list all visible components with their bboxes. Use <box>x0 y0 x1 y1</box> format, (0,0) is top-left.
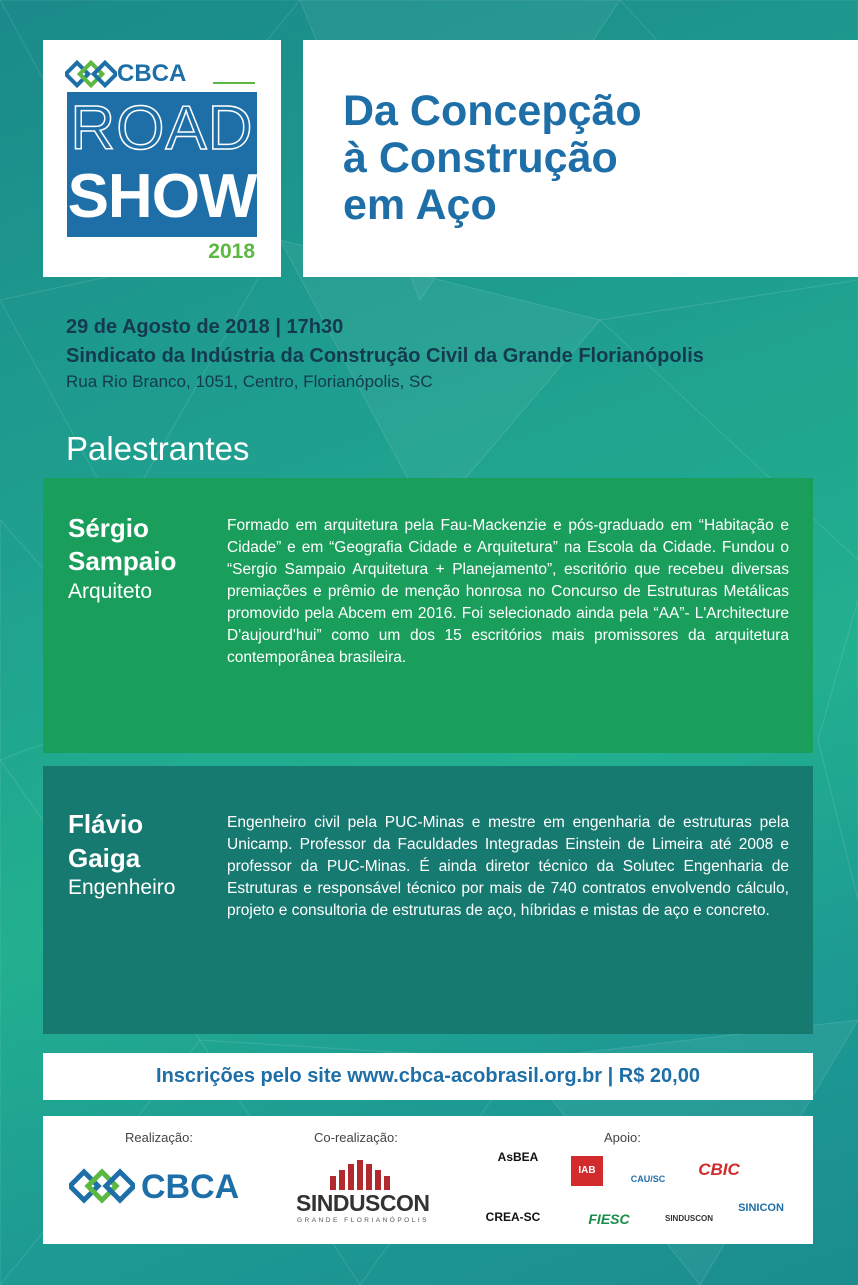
logo-brand: CBCA <box>117 60 187 87</box>
speaker-last-name: Gaiga <box>68 843 141 873</box>
title-box <box>303 40 858 277</box>
speaker-bio: Formado em arquitetura pela Fau-Mackenzie e pós-graduado em “Habitação e Cidade” e em “Geografia Cidade e Arquitetura” na Escola da Cidade. Fundou o “Sergio Sampaio Arquitetura + Planejamento”, escritório que recebeu diversas premiações e prêmio de menção honrosa no Concurso de Estruturas Metálicas promovido pela Abcem em 2016. Foi selecionado ainda pela “AA”- L'Architecture D'aujourd'hui” como um dos 15 escritórios mais promissores da arquitetura contemporânea brasileira. <box>227 517 789 666</box>
iab-logo: IAB SC <box>571 1156 603 1186</box>
speaker-first-name: Sérgio <box>68 513 149 543</box>
registration-text: Inscrições pelo site www.cbca-acobrasil.org.br | R$ 20,00 <box>156 1065 700 1087</box>
sinicon-logo: SINICON <box>738 1202 784 1214</box>
crea-logo: CREA-SC <box>485 1210 541 1224</box>
sinduscon-small-logo: SINDUSCON <box>664 1214 713 1223</box>
logo-road-show-block <box>67 92 257 237</box>
corealizacao-label: Co-realização: <box>314 1130 398 1145</box>
speaker-first-name: Flávio <box>68 809 144 839</box>
roadshow-logo <box>43 40 281 277</box>
fiesc-logo: FIESC <box>588 1211 630 1227</box>
sponsors-panel <box>43 1116 813 1244</box>
title-line-3: em Aço <box>343 181 497 229</box>
realizacao-label: Realização: <box>125 1130 193 1145</box>
speaker-card-2 <box>43 766 813 1034</box>
event-date: 29 de Agosto de 2018 | 17h30 <box>66 316 344 338</box>
cbca-chain-icon <box>69 1168 135 1204</box>
logo-year: 2018 <box>208 240 255 263</box>
title-line-2: à Construção <box>343 134 618 182</box>
speakers-heading: Palestrantes <box>66 430 250 467</box>
event-address: Rua Rio Branco, 1051, Centro, Florianópolis, SC <box>66 372 433 391</box>
logo-underline <box>213 82 255 84</box>
cbca-logo-text: CBCA <box>141 1168 240 1206</box>
sinduscon-logo-text: SINDUSCON <box>296 1190 430 1216</box>
asbea-logo: AsBEA <box>497 1150 539 1164</box>
sinduscon-building-icon <box>326 1160 396 1190</box>
registration-banner <box>43 1053 813 1100</box>
sinduscon-logo-sub: GRANDE FLORIANÓPOLIS <box>297 1217 429 1224</box>
speaker-card-1 <box>43 478 813 753</box>
apoio-label: Apoio: <box>604 1130 641 1145</box>
cau-logo: CAU/SC <box>630 1174 666 1184</box>
logo-show: SHOW <box>67 162 257 231</box>
cbic-logo: CBIC <box>698 1160 740 1179</box>
speaker-role: Engenheiro <box>68 876 176 899</box>
speaker-role: Arquiteto <box>68 580 153 603</box>
speaker-bio: Engenheiro civil pela PUC-Minas e mestre em engenharia de estruturas pela Unicamp. Professor da Faculdades Integradas Einstein de Limeira até 2008 e professor da PUC-Minas. É ainda diretor técnico da Solutec Engenharia de Estruturas e responsável técnico por mais de 740 contratos envolvendo cálculo, projeto e consultoria de estruturas de aço, híbridas e mistas de aço e concreto. <box>227 814 789 919</box>
title-line-1: Da Concepção <box>343 87 642 135</box>
speaker-last-name: Sampaio <box>68 546 177 576</box>
cbca-chain-icon <box>65 60 117 88</box>
logo-road: ROAD <box>70 94 254 163</box>
event-venue: Sindicato da Indústria da Construção Civil da Grande Florianópolis <box>66 345 704 367</box>
